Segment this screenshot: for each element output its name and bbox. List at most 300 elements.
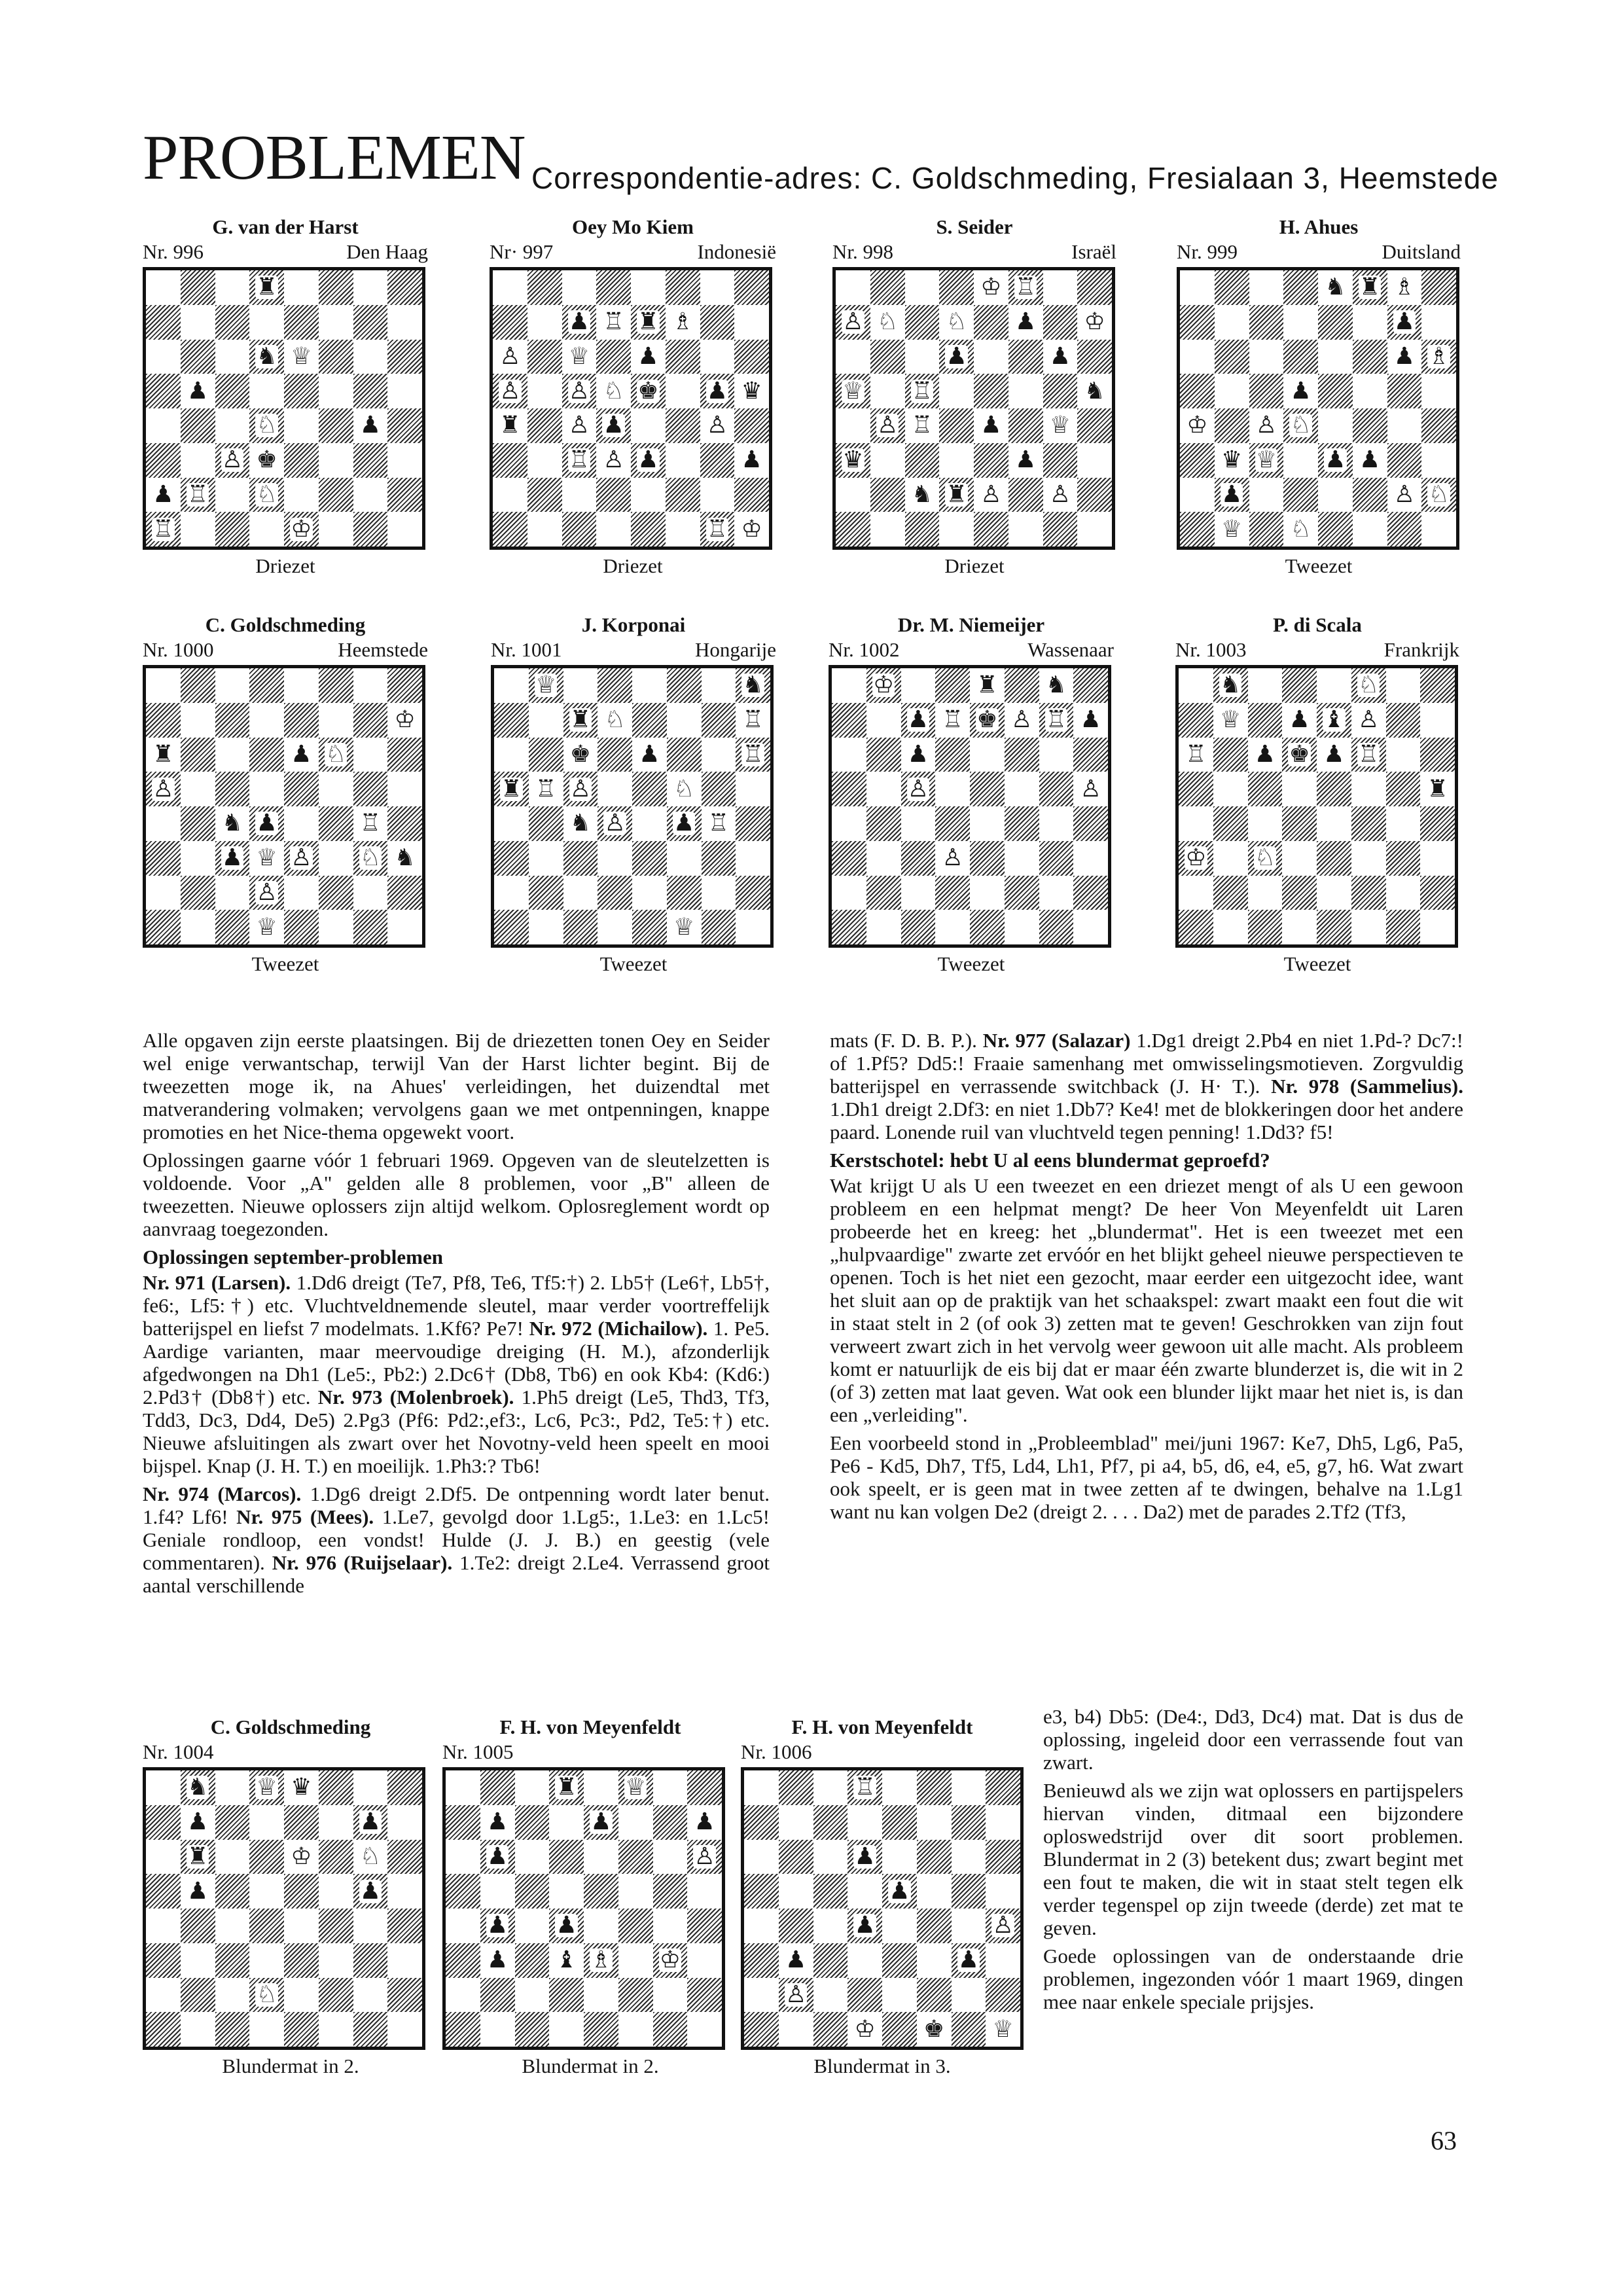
problem-number: Nr. 1001 xyxy=(491,638,562,661)
board-square xyxy=(1179,738,1213,772)
chess-piece: ♞ xyxy=(187,1774,209,1801)
chess-piece: ♕ xyxy=(291,342,312,370)
problem-country: Indonesië xyxy=(697,240,776,263)
board-square xyxy=(1420,806,1455,841)
board-square xyxy=(952,1840,986,1874)
board-square xyxy=(974,305,1008,340)
board-square xyxy=(215,1840,250,1874)
board-square xyxy=(1283,374,1318,408)
board-square xyxy=(986,2012,1020,2047)
chess-piece: ♟ xyxy=(590,1808,612,1836)
problem-caption: Tweezet xyxy=(937,952,1005,975)
board-square xyxy=(1179,876,1213,910)
board-square xyxy=(779,2012,813,2047)
chess-piece: ♜ xyxy=(256,274,277,301)
board-square xyxy=(249,1770,284,1805)
board-square xyxy=(181,1805,215,1840)
board-square xyxy=(249,512,284,547)
board-square xyxy=(584,1770,618,1805)
board-square xyxy=(974,270,1008,305)
chess-board xyxy=(1177,267,1459,550)
board-square xyxy=(1180,443,1215,478)
board-square xyxy=(813,1805,848,1840)
board-square xyxy=(284,408,319,443)
chess-piece: ♛ xyxy=(291,1774,312,1801)
chess-piece: ♔ xyxy=(741,515,762,543)
board-square xyxy=(1318,374,1353,408)
board-square xyxy=(667,806,702,841)
section-heading xyxy=(143,1246,770,1268)
board-square xyxy=(563,772,598,806)
board-square xyxy=(631,374,666,408)
board-square xyxy=(446,1805,480,1840)
chess-piece: ♗ xyxy=(1393,274,1416,301)
board-square xyxy=(847,1770,882,1805)
board-square xyxy=(618,1770,653,1805)
board-square xyxy=(836,408,870,443)
chess-piece: ♟ xyxy=(1221,480,1243,508)
board-square xyxy=(387,1978,422,2013)
board-square xyxy=(249,305,284,340)
chess-piece: ♕ xyxy=(624,1774,647,1801)
chess-piece: ♔ xyxy=(1186,412,1208,439)
board-square xyxy=(1317,668,1351,703)
chess-piece: ♙ xyxy=(980,480,1002,508)
board-square xyxy=(319,2012,353,2047)
board-square xyxy=(935,806,970,841)
chess-piece: ♚ xyxy=(569,740,592,768)
board-square xyxy=(584,1840,618,1874)
board-square xyxy=(353,478,388,512)
board-square xyxy=(882,1909,917,1943)
chess-piece: ♟ xyxy=(1393,308,1416,336)
board-square xyxy=(353,374,388,408)
problem-number-line xyxy=(741,1740,1024,1765)
problem-number-line xyxy=(1175,637,1459,662)
chess-piece: ♟ xyxy=(1325,446,1346,474)
board-square xyxy=(667,910,702,944)
chess-piece: ♜ xyxy=(569,706,592,734)
board-square xyxy=(632,668,667,703)
board-square xyxy=(249,806,284,841)
board-square xyxy=(1008,374,1043,408)
board-square xyxy=(387,668,422,703)
board-square xyxy=(387,270,422,305)
board-square xyxy=(249,1840,284,1874)
board-square xyxy=(1213,910,1248,944)
board-square xyxy=(319,841,353,876)
chess-piece: ♟ xyxy=(1080,706,1101,734)
chess-piece: ♙ xyxy=(1255,412,1277,439)
chess-piece: ♞ xyxy=(1084,377,1105,404)
chess-piece: ♙ xyxy=(876,412,899,439)
board-square xyxy=(596,512,631,547)
chess-problem xyxy=(1177,215,1461,581)
board-square xyxy=(736,738,770,772)
chess-piece: ♙ xyxy=(992,1912,1014,1939)
chess-piece: ♜ xyxy=(556,1774,577,1801)
board-square xyxy=(1249,478,1284,512)
board-square xyxy=(1005,841,1039,876)
board-square xyxy=(319,1805,353,1840)
board-square xyxy=(1073,703,1108,738)
board-square xyxy=(215,408,250,443)
board-square xyxy=(986,1840,1020,1874)
chess-piece: ♘ xyxy=(359,844,382,872)
board-square xyxy=(901,668,936,703)
board-square xyxy=(653,1770,688,1805)
board-square xyxy=(935,841,970,876)
paragraph xyxy=(830,1431,1463,1523)
board-square xyxy=(813,1770,848,1805)
text-run: Oplossingen gaarne vóór 1 februari 1969. Opgeven van de sleutelzetten is voldoende. Voor „A" gelden alle 8 problemen, voor „B" alleen de tweezetten. Nieuwe oplossers zijn altijd welkom. Oplosreglement wordt op aanvraag toegezonden. xyxy=(143,1149,770,1240)
chess-piece: ♔ xyxy=(872,672,895,699)
board-square xyxy=(146,806,181,841)
board-square xyxy=(549,1805,584,1840)
board-square xyxy=(1043,478,1078,512)
board-square xyxy=(387,910,422,944)
problem-author: F. H. von Meyenfeldt xyxy=(499,1715,681,1738)
board-square xyxy=(353,1943,388,1978)
board-square xyxy=(181,806,215,841)
board-square xyxy=(353,270,388,305)
board-square xyxy=(1215,478,1249,512)
chess-piece: ♜ xyxy=(152,740,174,768)
chess-piece: ♜ xyxy=(1359,274,1381,301)
chess-piece: ♖ xyxy=(187,480,209,508)
board-square xyxy=(1282,806,1317,841)
chess-piece: ♔ xyxy=(1185,844,1207,872)
text-column-left xyxy=(143,1029,770,1602)
board-square xyxy=(353,738,388,772)
board-square xyxy=(882,2012,917,2047)
board-square xyxy=(1282,841,1317,876)
board-square xyxy=(563,738,598,772)
board-square xyxy=(527,374,562,408)
chess-piece: ♖ xyxy=(911,412,933,439)
board-square xyxy=(1282,668,1317,703)
board-square xyxy=(387,443,422,478)
board-square xyxy=(596,305,631,340)
board-square xyxy=(1420,668,1455,703)
board-square xyxy=(779,1770,813,1805)
board-square xyxy=(974,408,1008,443)
board-square xyxy=(631,443,666,478)
chess-piece: ♚ xyxy=(256,446,277,474)
board-square xyxy=(702,910,736,944)
board-square xyxy=(1248,668,1283,703)
board-square xyxy=(1421,512,1456,547)
board-square xyxy=(529,806,563,841)
board-square xyxy=(353,876,388,910)
chess-piece: ♟ xyxy=(359,1877,382,1905)
board-square xyxy=(667,772,702,806)
board-square xyxy=(1213,668,1248,703)
board-square xyxy=(1077,478,1112,512)
problem-author: P. di Scala xyxy=(1273,613,1362,636)
problem-number-line xyxy=(143,1740,438,1765)
board-square xyxy=(1353,305,1387,340)
text-run: 1.Dh1 dreigt 2.Df3: en niet 1.Db7? Ke4! met de blokkeringen door het andere paard. Lonende ruil van vluchtveld tegen penning! 1.Dd3? f5! xyxy=(830,1098,1463,1143)
board-square xyxy=(917,1909,952,1943)
board-square xyxy=(596,443,631,478)
board-square xyxy=(597,668,632,703)
board-square xyxy=(836,478,870,512)
board-square xyxy=(584,2012,618,2047)
board-square xyxy=(529,841,563,876)
board-square xyxy=(631,512,666,547)
problem-country: Duitsland xyxy=(1382,240,1461,263)
board-square xyxy=(952,1770,986,1805)
board-square xyxy=(146,2012,181,2047)
board-square xyxy=(249,478,284,512)
chess-piece: ♘ xyxy=(946,308,967,336)
board-square xyxy=(353,772,388,806)
board-square xyxy=(667,876,702,910)
board-square xyxy=(1387,408,1422,443)
board-square xyxy=(1073,772,1108,806)
board-square xyxy=(1248,841,1283,876)
board-square xyxy=(494,703,529,738)
board-square xyxy=(935,910,970,944)
chess-piece: ♟ xyxy=(1049,342,1071,370)
text-run: 1.Dg6 dreigt 2.Df5. De ontpenning wordt later benut. 1.f4? Lf6! xyxy=(143,1482,770,1528)
board-square xyxy=(549,1978,584,2013)
board-square xyxy=(1283,443,1318,478)
board-square xyxy=(1039,910,1074,944)
board-square xyxy=(515,1943,550,1978)
board-square xyxy=(1353,374,1387,408)
chess-board xyxy=(490,267,772,550)
board-square xyxy=(917,1978,952,2013)
board-square xyxy=(1351,772,1386,806)
board-square xyxy=(905,305,940,340)
board-square xyxy=(901,703,936,738)
board-square xyxy=(319,738,353,772)
chess-piece: ♟ xyxy=(946,342,967,370)
board-square xyxy=(935,703,970,738)
board-square xyxy=(387,806,422,841)
board-square xyxy=(1073,738,1108,772)
chess-piece: ♛ xyxy=(1221,446,1243,474)
chess-piece: ♟ xyxy=(1289,706,1310,734)
board-square xyxy=(249,408,284,443)
chess-piece: ♟ xyxy=(854,1842,876,1870)
chess-problem xyxy=(1175,613,1459,979)
paragraph xyxy=(1043,1945,1463,2013)
board-square xyxy=(974,443,1008,478)
board-square xyxy=(319,512,353,547)
board-square xyxy=(744,1943,779,1978)
text-run: Wat krijgt U als U een tweezet en een driezet mengt of als U een gewoon probleem en een helpmat mengt? De heer Von Meyenfeldt uit Laren probeerde het en kreeg: het „blundermat". Het is een tweezet met een „hulpvaardige" zwarte zet ervóór en het blijkt geheel nieuwe perspectieven te openen. Toch is het niet een gezocht, maar eerder een uitgezocht idee, want het sluit aan op de praktijk van het schaakspel: zwart maakt een fout die wit in staat stelt in 2 (of ook 3) zetten mat te geven! Geschrokken van zijn fout verweert zwart zich in het vervolg weer gewoon uit alle macht. Als probleem komt er natuurlijk de eis bij dat er maar één zwarte blunderzet is, die wit in 2 (of 3) zetten mat laat geven. Wat ook een blunder lijkt maar het niet is, is dan een „verleiding". xyxy=(830,1174,1463,1426)
problem-author: C. Goldschmeding xyxy=(205,613,366,636)
board-square xyxy=(319,772,353,806)
board-square xyxy=(387,1874,422,1909)
board-square xyxy=(249,772,284,806)
board-square xyxy=(1387,478,1422,512)
board-square xyxy=(847,1909,882,1943)
board-square xyxy=(832,910,866,944)
board-square xyxy=(734,305,769,340)
problem-number-line xyxy=(1177,240,1461,264)
board-square xyxy=(666,478,700,512)
board-square xyxy=(1005,738,1039,772)
board-square xyxy=(917,2012,952,2047)
chess-piece: ♟ xyxy=(706,377,728,404)
board-square xyxy=(146,340,181,374)
chess-piece: ♘ xyxy=(876,308,899,336)
board-square xyxy=(215,772,250,806)
board-square xyxy=(284,910,319,944)
board-square xyxy=(870,340,905,374)
problem-number: Nr. 1000 xyxy=(143,638,214,661)
board-square xyxy=(882,1770,917,1805)
board-square xyxy=(939,478,974,512)
chess-piece: ♚ xyxy=(923,2015,945,2043)
board-square xyxy=(1283,512,1318,547)
board-square xyxy=(744,1874,779,1909)
problem-author: J. Korponai xyxy=(581,613,686,636)
chess-piece: ♖ xyxy=(1045,706,1067,734)
board-square xyxy=(1180,408,1215,443)
board-square xyxy=(146,1943,181,1978)
board-square xyxy=(939,305,974,340)
board-square xyxy=(939,512,974,547)
chess-piece: ♕ xyxy=(535,672,557,699)
chess-piece: ♘ xyxy=(256,480,277,508)
text-run: Een voorbeeld stond in „Probleemblad" mei/juni 1967: Ke7, Dh5, Lg6, Pa5, Pe6 - Kd5, Dh7, Tf5, Ld4, Lh1, Pf7, pi a4, b5, d6, e4, e5, g7, h6. Wat zwart ook speelt, er is geen mat in twee zetten af te dwingen, behalve na 1.Lg1 want nu kan volgen De2 (dreigt 2. . . . Da2) met de parades 2.Tf2 (Tf3, xyxy=(830,1431,1463,1523)
board-square xyxy=(284,806,319,841)
board-square xyxy=(1043,270,1078,305)
board-square xyxy=(249,1874,284,1909)
board-square xyxy=(653,1805,688,1840)
board-square xyxy=(1421,340,1456,374)
board-square xyxy=(734,340,769,374)
board-square xyxy=(939,408,974,443)
board-square xyxy=(562,408,597,443)
board-square xyxy=(618,1805,653,1840)
board-square xyxy=(1180,374,1215,408)
chess-piece: ♟ xyxy=(1254,740,1276,768)
chess-piece: ♟ xyxy=(152,480,174,508)
board-square xyxy=(1180,512,1215,547)
problem-reference: Nr. 974 (Marcos). xyxy=(143,1482,302,1505)
board-square xyxy=(181,738,215,772)
board-square xyxy=(866,738,901,772)
board-square xyxy=(917,1943,952,1978)
board-square xyxy=(618,1874,653,1909)
board-square xyxy=(1317,772,1351,806)
board-square xyxy=(744,1840,779,1874)
board-square xyxy=(905,340,940,374)
board-square xyxy=(181,1874,215,1909)
chess-piece: ♖ xyxy=(911,377,933,404)
board-square xyxy=(882,1805,917,1840)
board-square xyxy=(870,443,905,478)
board-square xyxy=(549,1770,584,1805)
board-square xyxy=(249,1978,284,2013)
board-square xyxy=(1317,738,1351,772)
paragraph xyxy=(830,1029,1463,1143)
board-square xyxy=(494,668,529,703)
board-square xyxy=(215,1978,250,2013)
chess-piece: ♙ xyxy=(1393,480,1416,508)
chess-board xyxy=(143,267,425,550)
board-square xyxy=(1248,806,1283,841)
board-square xyxy=(901,910,936,944)
board-square xyxy=(1213,876,1248,910)
board-square xyxy=(215,738,250,772)
board-square xyxy=(1353,443,1387,478)
board-square xyxy=(1249,305,1284,340)
board-square xyxy=(387,1943,422,1978)
chess-piece: ♔ xyxy=(291,515,312,543)
board-square xyxy=(515,1840,550,1874)
paragraph xyxy=(1043,1705,1463,1774)
board-square xyxy=(1421,270,1456,305)
chess-piece: ♙ xyxy=(907,775,929,802)
board-square xyxy=(563,876,598,910)
board-square xyxy=(952,1909,986,1943)
board-square xyxy=(1213,772,1248,806)
board-square xyxy=(847,1874,882,1909)
board-square xyxy=(146,408,181,443)
board-square xyxy=(1077,374,1112,408)
board-square xyxy=(353,841,388,876)
board-square xyxy=(832,806,866,841)
board-square xyxy=(515,1805,550,1840)
board-square xyxy=(1386,738,1421,772)
board-square xyxy=(952,1943,986,1978)
board-square xyxy=(1420,772,1455,806)
board-square xyxy=(836,374,870,408)
board-square xyxy=(847,1978,882,2013)
chess-piece: ♟ xyxy=(1323,740,1345,768)
board-square xyxy=(563,910,598,944)
board-square xyxy=(515,1978,550,2013)
board-square xyxy=(1283,305,1318,340)
board-square xyxy=(1039,806,1074,841)
board-square xyxy=(353,1770,388,1805)
board-square xyxy=(779,1943,813,1978)
board-square xyxy=(736,806,770,841)
chess-piece: ♘ xyxy=(359,1842,382,1870)
board-square xyxy=(632,910,667,944)
board-square xyxy=(813,1874,848,1909)
problem-reference: Nr. 977 (Salazar) xyxy=(982,1029,1131,1052)
board-square xyxy=(215,1943,250,1978)
board-square xyxy=(1039,703,1074,738)
board-square xyxy=(832,841,866,876)
board-square xyxy=(215,1874,250,1909)
board-square xyxy=(935,876,970,910)
chess-piece: ♕ xyxy=(1255,446,1277,474)
board-square xyxy=(939,443,974,478)
board-square xyxy=(493,478,527,512)
chess-piece: ♜ xyxy=(499,412,521,439)
board-square xyxy=(1353,408,1387,443)
board-square xyxy=(249,1909,284,1943)
board-square xyxy=(687,1805,722,1840)
chess-piece: ♙ xyxy=(499,342,521,370)
board-square xyxy=(1420,910,1455,944)
correspondence-address: Correspondentie-adres: C. Goldschmeding, Fresialaan 3, Heemstede xyxy=(531,161,1499,195)
text-run: Goede oplossingen van de onderstaande drie problemen, ingezonden vóór 1 maart 1969, dingen mee naar enkele speciale prijsjes. xyxy=(1043,1945,1463,2013)
board-square xyxy=(986,1943,1020,1978)
chess-piece: ♞ xyxy=(256,342,277,370)
board-square xyxy=(1179,910,1213,944)
board-square xyxy=(353,2012,388,2047)
